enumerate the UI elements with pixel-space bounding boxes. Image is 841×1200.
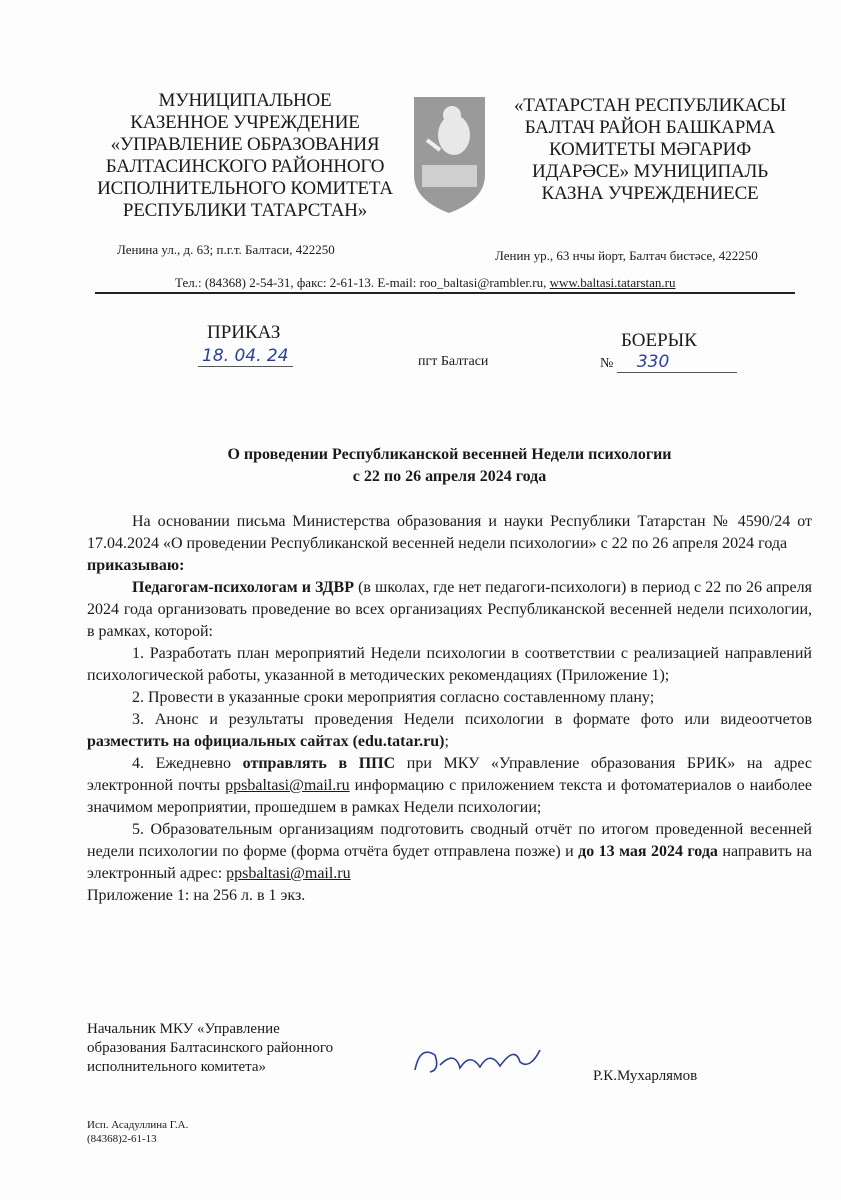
order-label-ru: ПРИКАЗ (207, 322, 281, 343)
item-3-end: ; (444, 733, 449, 750)
position-line: Начальник МКУ «Управление (87, 1021, 280, 1037)
document-body (87, 511, 812, 907)
item-4-bold: отправлять в ППС (242, 755, 396, 772)
org-line: ИДАРӘСЕ» МУНИЦИПАЛЬ (532, 161, 768, 182)
item-4-text: информацию с приложением текста и фотоматериалов о наиболее значимом мероприятии, прошедшем в рамках Недели психологии; (87, 777, 813, 816)
item-5 (87, 819, 812, 885)
org-line: БАЛТАСИНСКОГО РАЙОННОГО (105, 156, 385, 177)
title-line: с 22 по 26 апреля 2024 года (352, 468, 547, 485)
item-1: 1. Разработать план мероприятий Недели психологии в соответствии с реализацией направлений психологической работы, указанной в методических рекомендациях (Приложение 1); (87, 645, 812, 684)
executor-phone: (84368)2-61-13 (87, 1133, 157, 1145)
org-name-tt (500, 95, 800, 205)
item-5-text: направить на электронный адрес: (87, 843, 813, 882)
website-link[interactable]: www.baltasi.tatarstan.ru (549, 275, 676, 290)
order-label-tt: БОЕРЫК (621, 330, 697, 351)
org-line: КАЗЕННОЕ УЧРЕЖДЕНИЕ (130, 112, 360, 133)
org-line: БАЛТАЧ РАЙОН БАШКАРМА (524, 117, 776, 138)
email-link[interactable]: ppsbaltasi@mail.ru (225, 777, 350, 794)
address-tt: Ленин ур., 63 нчы йорт, Балтач бистәсе, 422250 (495, 248, 758, 263)
number-sign: № (600, 356, 614, 371)
item-3 (87, 709, 812, 753)
address-ru: Ленина ул., д. 63; п.г.т. Балтаси, 422250 (117, 242, 335, 257)
item-4-text: при МКУ «Управление образования БРИК» на адрес электронной почты (87, 755, 812, 794)
item-3-text: 3. Анонс и результаты проведения Недели психологии в формате фото или видеоотчетов (132, 711, 812, 728)
position-line: образования Балтасинского районного (87, 1040, 334, 1056)
order-number-field (600, 352, 737, 373)
org-line: «ТАТАРСТАН РЕСПУБЛИКАСЫ (513, 95, 787, 116)
org-line: КОМИТЕТЫ МӘГАРИФ (548, 139, 752, 160)
executor-name: Исп. Асадуллина Г.А. (87, 1119, 189, 1131)
item-5-text: 5. Образовательным организациям подготовить сводный отчёт по итогом проведенной весенней недели психологии по форме (форма отчёта будет отправлена позже) и (87, 821, 812, 860)
main-paragraph (87, 577, 812, 643)
org-line: КАЗНА УЧРЕЖДЕНИЕСЕ (541, 183, 759, 204)
email-link[interactable]: ppsbaltasi@mail.ru (226, 865, 351, 882)
order-place: пгт Балтаси (418, 354, 489, 369)
decree (87, 555, 812, 577)
intro-paragraph: На основании письма Министерства образования и науки Республики Татарстан № 4590/24 от 17.04.2024 «О проведении Республиканской весенней недели психологии» с 22 по 26 апреля 2024 года (87, 513, 812, 552)
position-line: исполнительного комитета» (87, 1059, 267, 1075)
org-line: МУНИЦИПАЛЬНОЕ (158, 90, 332, 111)
signatory-name: Р.К.Мухарлямов (593, 1068, 698, 1084)
document-title (87, 444, 812, 488)
item-2: 2. Провести в указанные сроки мероприятия согласно составленному плану; (132, 689, 655, 706)
org-line: РЕСПУБЛИКИ ТАТАРСТАН» (122, 200, 368, 221)
contacts (175, 275, 676, 291)
item-3-bold: разместить на официальных сайтах (edu.tatar.ru) (87, 733, 445, 750)
order-date: 18. 04. 24 (198, 346, 293, 367)
item-5-bold: до 13 мая 2024 года (578, 843, 718, 860)
signature-icon (410, 1040, 550, 1085)
order-number: 330 (617, 352, 737, 373)
title-line: О проведении Республиканской весенней Недели психологии (227, 446, 672, 463)
main-bold: Педагогам-психологам и ЗДВР (132, 579, 354, 596)
org-line: ИСПОЛНИТЕЛЬНОГО КОМИТЕТА (97, 178, 393, 199)
main-text: (в школах, где нет педагоги-психологи) в период с 22 по 26 апреля 2024 года организовать проведение во всех организациях Республиканской весенней недели психологии, в рамках, которой: (87, 579, 812, 640)
decree-text: приказываю: (87, 557, 185, 574)
signatory-position (87, 1020, 333, 1077)
coat-of-arms-icon (412, 95, 487, 215)
item-4-text: 4. Ежедневно (132, 755, 243, 772)
item-4 (87, 753, 812, 819)
org-line: «УПРАВЛЕНИЕ ОБРАЗОВАНИЯ (110, 134, 380, 155)
org-name-ru (85, 90, 405, 222)
appendix: Приложение 1: на 256 л. в 1 экз. (87, 887, 306, 904)
header-divider (95, 292, 795, 294)
contacts-text: Тел.: (84368) 2-54-31, факс: 2-61-13. E-mail: roo_baltasi@rambler.ru, (175, 275, 550, 290)
executor-info (87, 1118, 188, 1146)
